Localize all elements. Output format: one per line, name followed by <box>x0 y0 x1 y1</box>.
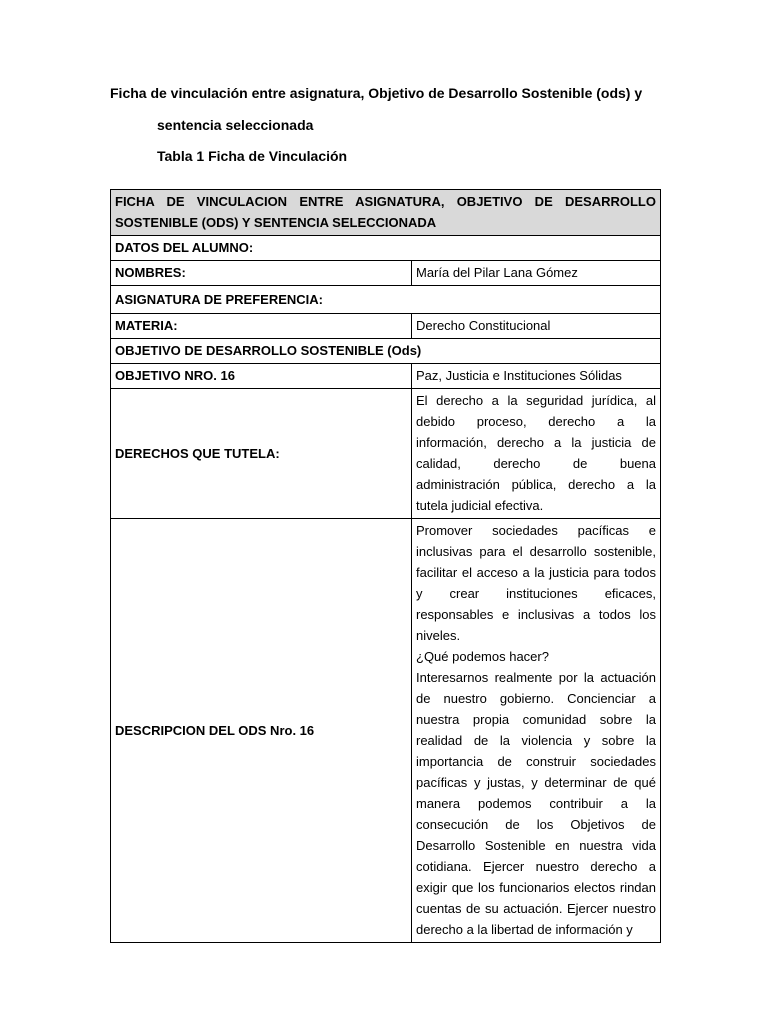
table-row <box>111 364 661 389</box>
materia-value: Derecho Constitucional <box>412 314 661 339</box>
document-title-line1: Ficha de vinculación entre asignatura, Objetivo de Desarrollo Sostenible (ods) y <box>110 85 643 101</box>
table-caption: Tabla 1 Ficha de Vinculación <box>157 148 348 164</box>
descripcion-paragraph-1: Promover sociedades pacíficas e inclusivas para el desarrollo sostenible, facilitar el acceso a la justicia para todos y crear instituciones eficaces, responsables e inclusivas a todos los niveles. <box>416 523 656 643</box>
derechos-label: DERECHOS QUE TUTELA: <box>111 389 412 519</box>
table-row <box>111 519 661 943</box>
derechos-value: El derecho a la seguridad jurídica, al debido proceso, derecho a la información, derecho a la justicia de calidad, derecho de buena administración pública, derecho a la tutela judicial efectiva. <box>412 389 661 519</box>
table-row <box>111 389 661 519</box>
table-row <box>111 286 661 314</box>
datos-alumno-label: DATOS DEL ALUMNO: <box>111 236 661 261</box>
descripcion-label: DESCRIPCION DEL ODS Nro. 16 <box>111 519 412 943</box>
table-row <box>111 339 661 364</box>
table-header-row <box>111 190 661 236</box>
nombres-label: NOMBRES: <box>111 261 412 286</box>
descripcion-paragraph-2: Interesarnos realmente por la actuación de nuestro gobierno. Concienciar a nuestra propia comunidad sobre la realidad de la violencia y sobre la importancia de construir sociedades pacíficas y justas, y determinar de qué manera podemos contribuir a la consecución de los Objetivos de Desarrollo Sostenible en nuestra vida cotidiana. Ejercer nuestro derecho a exigir que los funcionarios electos rindan cuentas de su actuación. Ejercer nuestro derecho a la libertad de información y <box>416 670 656 937</box>
objetivo-label: OBJETIVO NRO. 16 <box>111 364 412 389</box>
asignatura-label: ASIGNATURA DE PREFERENCIA: <box>111 286 661 314</box>
table-row <box>111 314 661 339</box>
ods-label: OBJETIVO DE DESARROLLO SOSTENIBLE (Ods) <box>111 339 661 364</box>
nombres-value: María del Pilar Lana Gómez <box>412 261 661 286</box>
materia-label: MATERIA: <box>111 314 412 339</box>
descripcion-question: ¿Qué podemos hacer? <box>416 649 549 664</box>
descripcion-value <box>412 519 661 943</box>
objetivo-value: Paz, Justicia e Instituciones Sólidas <box>412 364 661 389</box>
ficha-vinculacion-table <box>110 189 661 943</box>
table-row <box>111 261 661 286</box>
table-row <box>111 236 661 261</box>
document-title-line2: sentencia seleccionada <box>157 117 314 133</box>
table-header-cell: FICHA DE VINCULACION ENTRE ASIGNATURA, OBJETIVO DE DESARROLLO SOSTENIBLE (ODS) Y SENTENCIA SELECCIONADA <box>111 190 661 236</box>
